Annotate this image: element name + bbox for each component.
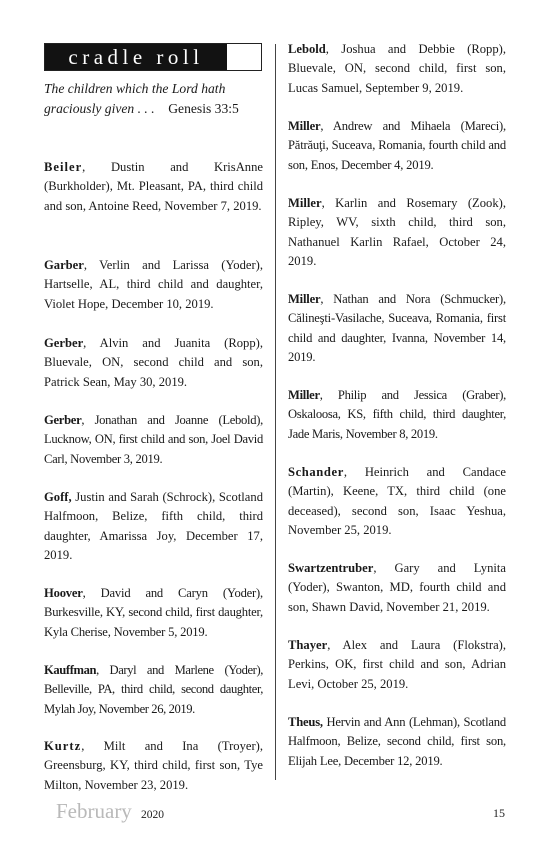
- birth-entry: [44, 256, 263, 314]
- entry-details: , Daryl and Marlene (Yoder), Belleville, PA, third child, second daughter, Mylah Joy, November 26, 2019.: [44, 663, 263, 716]
- entry-details: , Milt and Ina (Troyer), Greensburg, KY, third child, first son, Tye Milton, November 23, 2019.: [44, 739, 263, 792]
- entry-surname: Gerber: [44, 336, 84, 350]
- entry-details: , Jonathan and Joanne (Lebold), Lucknow, ON, first child and son, Joel David Carl, November 3, 2019.: [44, 413, 263, 466]
- birth-entry: [288, 636, 506, 694]
- entry-surname: Swartzentruber: [288, 561, 374, 575]
- birth-entry: [44, 411, 263, 469]
- entry-details: Hervin and Ann (Lehman), Scotland Halfmoon, Belize, second child, first son, Elijah Lee, December 12, 2019.: [288, 715, 506, 768]
- scripture-reference: Genesis 33:5: [168, 101, 239, 116]
- column-divider: [275, 44, 276, 780]
- entry-surname: Miller: [288, 196, 322, 210]
- entry-details: , Verlin and Larissa (Yoder), Hartselle, AL, third child and daughter, Violet Hope, December 10, 2019.: [44, 258, 263, 311]
- birth-entry: [288, 194, 506, 272]
- birth-entry: [44, 158, 263, 216]
- birth-entry: [288, 117, 506, 175]
- entry-surname: Goff,: [44, 490, 72, 504]
- entry-details: , Philip and Jessica (Graber), Oskaloosa, KS, fifth child, third daughter, Jade Maris, November 8, 2019.: [288, 388, 506, 441]
- entry-details: , Heinrich and Candace (Martin), Keene, TX, third child (one deceased), second son, Isaac Yeshua, November 25, 2019.: [288, 465, 506, 538]
- birth-entry: [288, 40, 506, 98]
- entry-surname: Hoover: [44, 586, 83, 600]
- entry-details: , David and Caryn (Yoder), Burkesville, KY, second child, first daughter, Kyla Cherise, November 5, 2019.: [44, 586, 263, 639]
- entry-surname: Schander: [288, 465, 344, 479]
- footer-month: February: [56, 799, 132, 823]
- entry-details: , Nathan and Nora (Schmucker), Călineşti-Vasilache, Suceava, Romania, first child and daughter, Ivanna, November 14, 2019.: [288, 292, 506, 365]
- entry-surname: Kauffman: [44, 663, 97, 677]
- entry-details: Justin and Sarah (Schrock), Scotland Halfmoon, Belize, fifth child, third daughter, Amarissa Joy, December 17, 2019.: [44, 490, 263, 563]
- entry-surname: Garber: [44, 258, 84, 272]
- section-title: cradle roll: [45, 44, 227, 70]
- entry-details: , Karlin and Rosemary (Zook), Ripley, WV, sixth child, third son, Nathanuel Karlin Rafael, October 24, 2019.: [288, 196, 506, 269]
- birth-entry: [288, 559, 506, 617]
- birth-entry: [44, 584, 263, 642]
- entry-surname: Theus,: [288, 715, 323, 729]
- entry-surname: Beiler: [44, 160, 83, 174]
- tagline-text: The children which the Lord hath graciously given . . .: [44, 81, 226, 116]
- entry-surname: Gerber: [44, 413, 82, 427]
- entry-surname: Lebold: [288, 42, 326, 56]
- birth-entry: [288, 713, 506, 771]
- section-banner: [44, 43, 262, 71]
- entry-details: , Alex and Laura (Flokstra), Perkins, OK, first child and son, Adrian Levi, October 25, 2019.: [288, 638, 506, 691]
- entry-surname: Miller: [288, 119, 321, 133]
- birth-entry: [288, 290, 506, 368]
- entry-details: , Gary and Lynita (Yoder), Swanton, MD, fourth child and son, Shawn David, November 21, 2019.: [288, 561, 506, 614]
- entry-surname: Kurtz: [44, 739, 82, 753]
- entry-surname: Thayer: [288, 638, 328, 652]
- entry-details: , Dustin and KrisAnne (Burkholder), Mt. Pleasant, PA, third child and son, Antoine Reed, November 7, 2019.: [44, 160, 263, 213]
- birth-entry: [44, 488, 263, 566]
- birth-entry: [288, 386, 506, 444]
- birth-entry: [44, 334, 263, 392]
- entry-surname: Miller: [288, 388, 320, 402]
- birth-entry: [44, 661, 263, 719]
- entry-details: , Andrew and Mihaela (Mareci), Pătrăuţi, Suceava, Romania, fourth child and son, Enos, December 4, 2019.: [288, 119, 506, 172]
- scripture-tagline: [44, 79, 266, 119]
- page-number: 15: [493, 806, 505, 820]
- entry-details: , Alvin and Juanita (Ropp), Bluevale, ON, second child and son, Patrick Sean, May 30, 2019.: [44, 336, 263, 389]
- birth-entry: [44, 737, 263, 795]
- footer-year: 2020: [141, 809, 164, 821]
- birth-entry: [288, 463, 506, 541]
- entry-surname: Miller: [288, 292, 321, 306]
- entry-details: , Joshua and Debbie (Ropp), Bluevale, ON, second child, first son, Lucas Samuel, September 9, 2019.: [288, 42, 506, 95]
